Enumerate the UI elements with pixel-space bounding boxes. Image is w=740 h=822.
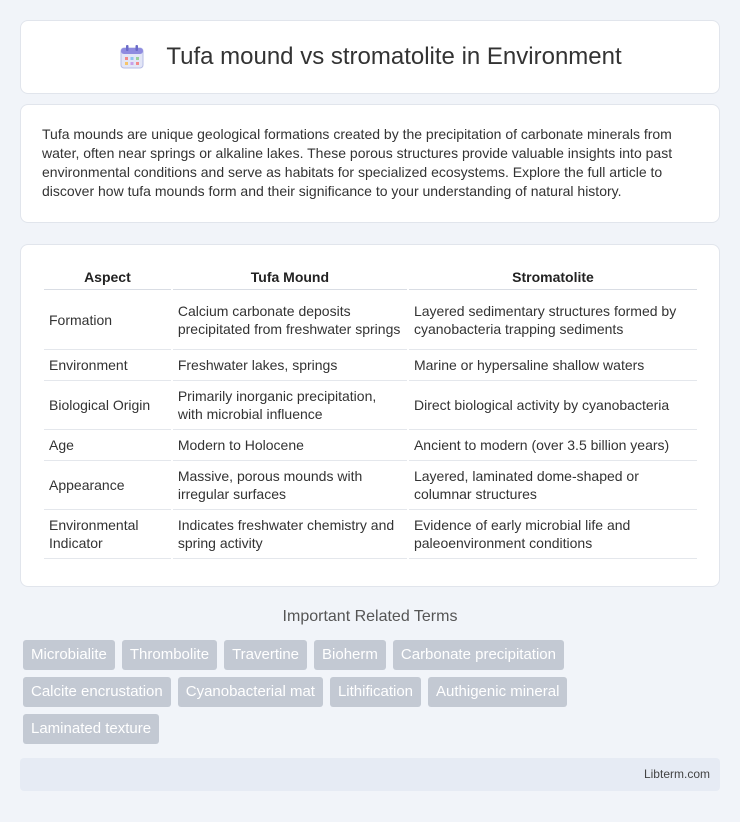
related-term-tag[interactable]: Travertine — [224, 640, 307, 670]
table-cell: Layered, laminated dome-shaped or columnar structures — [409, 461, 697, 510]
table-row — [44, 350, 697, 381]
column-header-stromatolite: Stromatolite — [409, 263, 697, 290]
related-term-tag[interactable]: Microbialite — [23, 640, 115, 670]
intro-card — [20, 104, 720, 223]
related-term-tag[interactable]: Thrombolite — [122, 640, 217, 670]
table-cell: Formation — [44, 290, 171, 350]
related-term-tag[interactable]: Bioherm — [314, 640, 386, 670]
intro-paragraph: Tufa mounds are unique geological formations created by the precipitation of carbonate minerals from water, often near springs or alkaline lakes. These porous structures provide valuable insights into past environmental conditions and serve as habitats for specialized ecosystems. Explore the full article to discover how tufa mounds form and their significance to your understanding of natural history. — [42, 126, 673, 199]
table-cell: Evidence of early microbial life and paleoenvironment conditions — [409, 510, 697, 559]
table-cell: Freshwater lakes, springs — [173, 350, 407, 381]
table-cell: Direct biological activity by cyanobacteria — [409, 381, 697, 430]
table-row — [44, 290, 697, 350]
table-cell: Marine or hypersaline shallow waters — [409, 350, 697, 381]
column-header-aspect: Aspect — [44, 263, 171, 290]
table-row — [44, 430, 697, 461]
comparison-table-card — [20, 244, 720, 587]
table-cell: Environment — [44, 350, 171, 381]
related-term-tag[interactable]: Carbonate precipitation — [393, 640, 564, 670]
table-cell: Environmental Indicator — [44, 510, 171, 559]
column-header-tufa-mound: Tufa Mound — [173, 263, 407, 290]
table-cell: Ancient to modern (over 3.5 billion years) — [409, 430, 697, 461]
comparison-table — [42, 263, 699, 559]
table-cell: Massive, porous mounds with irregular surfaces — [173, 461, 407, 510]
page-title: Tufa mound vs stromatolite in Environment — [166, 43, 622, 70]
calendar-icon — [118, 43, 146, 71]
title-card — [20, 20, 720, 94]
related-term-tag[interactable]: Calcite encrustation — [23, 677, 171, 707]
table-cell: Modern to Holocene — [173, 430, 407, 461]
table-cell: Indicates freshwater chemistry and spring activity — [173, 510, 407, 559]
table-cell: Appearance — [44, 461, 171, 510]
table-cell: Primarily inorganic precipitation, with microbial influence — [173, 381, 407, 430]
table-row — [44, 510, 697, 559]
related-terms-list — [23, 640, 713, 751]
related-term-tag[interactable]: Laminated texture — [23, 714, 159, 744]
related-term-tag[interactable]: Authigenic mineral — [428, 677, 567, 707]
table-cell: Age — [44, 430, 171, 461]
table-row — [44, 381, 697, 430]
table-cell: Layered sedimentary structures formed by cyanobacteria trapping sediments — [409, 290, 697, 350]
table-cell: Calcium carbonate deposits precipitated from freshwater springs — [173, 290, 407, 350]
footer — [20, 758, 720, 791]
table-row — [44, 461, 697, 510]
table-header-row — [44, 263, 697, 290]
related-term-tag[interactable]: Lithification — [330, 677, 421, 707]
related-term-tag[interactable]: Cyanobacterial mat — [178, 677, 323, 707]
related-terms-heading: Important Related Terms — [282, 608, 458, 625]
footer-site-link[interactable]: Libterm.com — [643, 767, 710, 781]
table-cell: Biological Origin — [44, 381, 171, 430]
